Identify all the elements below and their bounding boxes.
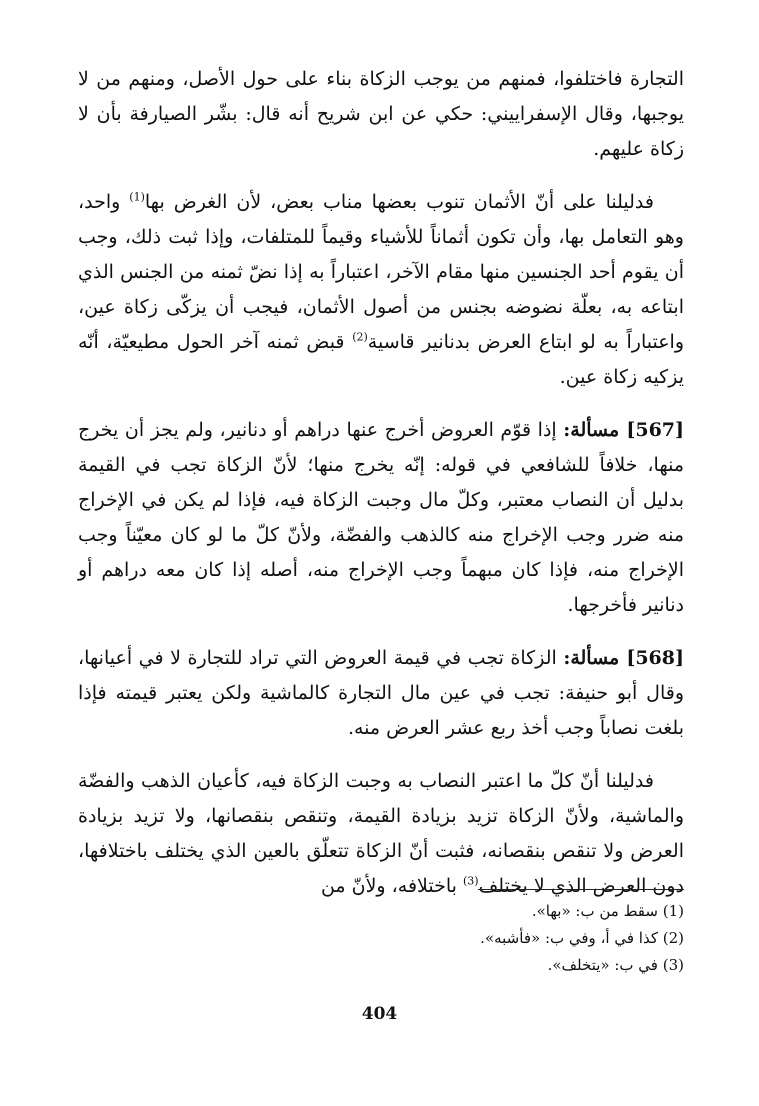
footnote-3: (3) في ب: «يتخلف». (547, 956, 684, 974)
footnote-ref: (1) (129, 190, 145, 204)
paragraph-4 (78, 641, 684, 746)
paragraph-2 (78, 185, 684, 395)
masala-heading-568: [568] مسألة: (563, 647, 684, 669)
paragraph-text: قبض ثمنه آخر الحول مطيعيّة، أنّه يزكيه زكاة عين. (78, 331, 684, 388)
paragraph-3 (78, 413, 684, 623)
page-body (78, 62, 684, 904)
footnotes (78, 898, 684, 979)
footnote-2: (2) كذا في أ، وفي ب: «فأشبه». (480, 929, 684, 947)
footnote-ref: (2) (352, 330, 368, 344)
footnote-ref: (3) (462, 874, 479, 888)
paragraph-1 (78, 62, 684, 167)
paragraph-text: إذا قوّم العروض أخرج عنها دراهم أو دنانير، ولم يجز أن يخرج منها، خلافاً للشافعي في قوله: إنّه يخرج منها؛ لأنّ الزكاة تجب في القيمة بدليل أن النصاب معتبر، وكلّ مال وجبت الزكاة فيه، فإذا لم يكن في الإخراج منه ضرر وجب الإخراج منه كالذهب والفضّة، ولأنّ كلّ ما لو كان معيّناً وجب الإخراج منه، فإذا كان مبهماً وجب الإخراج منه، أصله إذا كان معه دراهم أو دنانير فأخرجها. (78, 419, 684, 616)
page-number: 404 (361, 1004, 398, 1024)
paragraph-5 (78, 764, 684, 904)
footnote-separator (478, 889, 684, 890)
paragraph-text: فدليلنا على أنّ الأثمان تنوب بعضها مناب بعض، لأن الغرض بها (144, 191, 654, 213)
paragraph-text: فدليلنا أنّ كلّ ما اعتبر النصاب به وجبت الزكاة فيه، كأعيان الذهب والفضّة والماشية، ولأنّ الزكاة تزيد بزيادة القيمة، وتنقص بنقصانها، ولا تزيد بزيادة العرض ولا تنقص بنقصانه، فثبت أنّ الزكاة تتعلّق بالعين الذي يختلف باختلافها، دون العرض الذي لا يختلف (78, 770, 684, 897)
masala-heading-567: [567] مسألة: (563, 419, 685, 441)
paragraph-text: باختلافه، ولأنّ من (320, 875, 463, 897)
paragraph-text: التجارة فاختلفوا، فمنهم من يوجب الزكاة بناء على حول الأصل، ومنهم من لا يوجبها، وقال الإسفراييني: حكي عن ابن شريح أنه قال: بشّر الصيارفة بأن لا زكاة عليهم. (78, 68, 684, 160)
footnote-1: (1) سقط من ب: «بها». (531, 902, 684, 920)
paragraph-text: الزكاة تجب في قيمة العروض التي تراد للتجارة لا في أعيانها، وقال أبو حنيفة: تجب في عين مال التجارة كالماشية ولكن يعتبر قيمته فإذا بلغت نصاباً وجب أخذ ربع عشر العرض منه. (78, 647, 684, 739)
paragraph-text: واحد، وهو التعامل بها، وأن تكون أثماناً للأشياء وقيماً للمتلفات، وإذا ثبت ذلك، وجب أن يقوم أحد الجنسين منها مقام الآخر، اعتباراً به إذا نضّ ثمنه من الجنس الذي ابتاعه به، بعلّة نضوضه بجنس من أصول الأثمان، فيجب أن يزكّى زكاة عين، واعتباراً به لو ابتاع العرض بدنانير قاسية (78, 191, 684, 353)
